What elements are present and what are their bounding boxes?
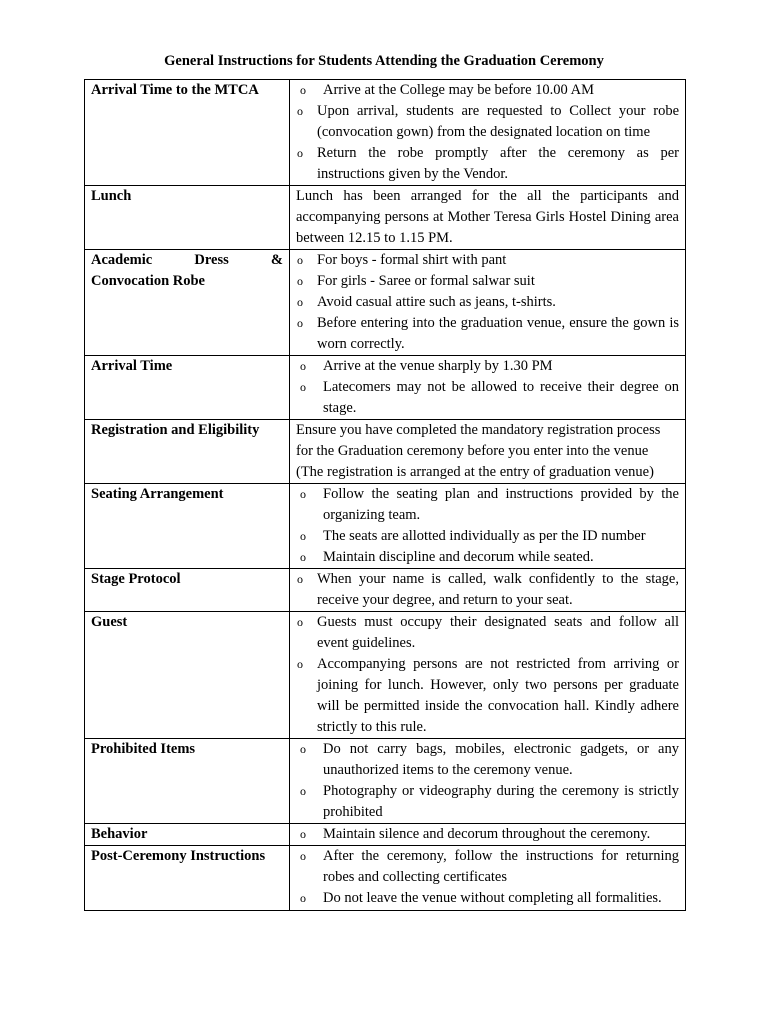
list-item-text: Do not leave the venue without completing all formalities.	[323, 890, 662, 906]
row-content	[290, 739, 686, 824]
row-heading: Guest	[85, 612, 290, 739]
list-item	[296, 526, 679, 547]
row-heading: Arrival Time to the MTCA	[85, 80, 290, 186]
row-content	[290, 80, 686, 186]
bullet-icon: o	[300, 380, 306, 394]
table-row	[85, 824, 686, 846]
bullet-icon: o	[300, 742, 306, 756]
bullet-icon: o	[300, 83, 306, 97]
row-heading: Lunch	[85, 186, 290, 250]
bullet-list	[296, 569, 679, 611]
table-row	[85, 186, 686, 250]
bullet-list	[296, 484, 679, 568]
list-item	[296, 739, 679, 781]
list-item-text: Before entering into the graduation venue, ensure the gown is worn correctly.	[317, 315, 679, 352]
list-item	[296, 612, 679, 654]
list-item-text: Avoid casual attire such as jeans, t-shirts.	[317, 294, 556, 310]
list-item-text: Maintain discipline and decorum while seated.	[323, 549, 594, 565]
table-row	[85, 569, 686, 612]
list-item-text: After the ceremony, follow the instructions for returning robes and collecting certificates	[323, 848, 679, 885]
bullet-list	[296, 846, 679, 909]
bullet-icon: o	[297, 657, 303, 671]
list-item	[296, 377, 679, 419]
bullet-list	[296, 612, 679, 738]
list-item-text: Photography or videography during the ceremony is strictly prohibited	[323, 783, 679, 820]
row-content	[290, 484, 686, 569]
list-item-text: Arrive at the venue sharply by 1.30 PM	[323, 358, 553, 374]
list-item	[296, 356, 679, 377]
document-title: General Instructions for Students Attending the Graduation Ceremony	[164, 53, 604, 69]
list-item	[296, 484, 679, 526]
row-heading: Prohibited Items	[85, 739, 290, 824]
row-heading: Arrival Time	[85, 356, 290, 420]
bullet-icon: o	[297, 572, 303, 586]
row-heading: Behavior	[85, 824, 290, 846]
table-row	[85, 612, 686, 739]
list-item-text: Maintain silence and decorum throughout the ceremony.	[323, 826, 651, 842]
bullet-icon: o	[300, 487, 306, 501]
list-item	[296, 80, 679, 101]
table-row	[85, 80, 686, 186]
list-item	[296, 250, 679, 271]
list-item-text: Accompanying persons are not restricted from arriving or joining for lunch. However, only two persons per graduate will be permitted inside the convocation hall. Kindly adhere strictly to this rule.	[317, 656, 679, 735]
list-item-text: Upon arrival, students are requested to Collect your robe (convocation gown) from the designated location on time	[317, 103, 679, 140]
list-item	[296, 101, 679, 143]
list-item-text: Arrive at the College may be before 10.00 AM	[323, 82, 594, 98]
bullet-icon: o	[297, 316, 303, 330]
list-item	[296, 292, 679, 313]
list-item	[296, 547, 679, 568]
list-item-text: When your name is called, walk confidently to the stage, receive your degree, and return to your seat.	[317, 571, 679, 608]
instructions-table	[84, 79, 686, 911]
bullet-icon: o	[297, 146, 303, 160]
table-row	[85, 356, 686, 420]
bullet-icon: o	[297, 253, 303, 267]
bullet-list	[296, 80, 679, 101]
row-content	[290, 846, 686, 911]
list-item-text: Do not carry bags, mobiles, electronic gadgets, or any unauthorized items to the ceremony venue.	[323, 741, 679, 778]
table-row	[85, 250, 686, 356]
bullet-list	[296, 101, 679, 185]
row-heading: Academic Dress & Convocation Robe	[85, 250, 290, 356]
bullet-icon: o	[300, 827, 306, 841]
row-content	[290, 824, 686, 846]
row-content	[290, 250, 686, 356]
table-row	[85, 846, 686, 911]
bullet-icon: o	[300, 359, 306, 373]
row-heading: Post-Ceremony Instructions	[85, 846, 290, 911]
list-item-text: Return the robe promptly after the ceremony as per instructions given by the Vendor.	[317, 145, 679, 182]
bullet-icon: o	[297, 295, 303, 309]
list-item	[296, 781, 679, 823]
row-heading: Stage Protocol	[85, 569, 290, 612]
list-item	[296, 654, 679, 738]
bullet-icon: o	[297, 104, 303, 118]
bullet-list	[296, 739, 679, 823]
list-item	[296, 888, 679, 909]
bullet-icon: o	[297, 615, 303, 629]
row-heading: Registration and Eligibility	[85, 420, 290, 484]
list-item	[296, 313, 679, 355]
row-content	[290, 356, 686, 420]
list-item-text: The seats are allotted individually as per the ID number	[323, 528, 646, 544]
table-row	[85, 420, 686, 484]
bullet-icon: o	[300, 891, 306, 905]
bullet-icon: o	[300, 550, 306, 564]
table-row	[85, 484, 686, 569]
bullet-icon: o	[300, 784, 306, 798]
list-item	[296, 143, 679, 185]
bullet-list	[296, 250, 679, 355]
row-content: Ensure you have completed the mandatory registration process for the Graduation ceremony before you enter into the venue (The registration is arranged at the entry of graduation venue)	[290, 420, 686, 484]
row-content: Lunch has been arranged for the all the participants and accompanying persons at Mother Teresa Girls Hostel Dining area between 12.15 to 1.15 PM.	[290, 186, 686, 250]
list-item	[296, 271, 679, 292]
list-item-text: Follow the seating plan and instructions provided by the organizing team.	[323, 486, 679, 523]
list-item-text: For girls - Saree or formal salwar suit	[317, 273, 535, 289]
bullet-icon: o	[300, 849, 306, 863]
list-item-text: Guests must occupy their designated seats and follow all event guidelines.	[317, 614, 679, 651]
bullet-icon: o	[300, 529, 306, 543]
bullet-icon: o	[297, 274, 303, 288]
list-item-text: For boys - formal shirt with pant	[317, 252, 507, 268]
list-item	[296, 569, 679, 611]
list-item-text: Latecomers may not be allowed to receive their degree on stage.	[323, 379, 679, 416]
row-heading: Seating Arrangement	[85, 484, 290, 569]
table-row	[85, 739, 686, 824]
list-item	[296, 824, 679, 845]
row-content	[290, 612, 686, 739]
bullet-list	[296, 824, 679, 845]
list-item	[296, 846, 679, 888]
bullet-list	[296, 356, 679, 419]
row-content	[290, 569, 686, 612]
